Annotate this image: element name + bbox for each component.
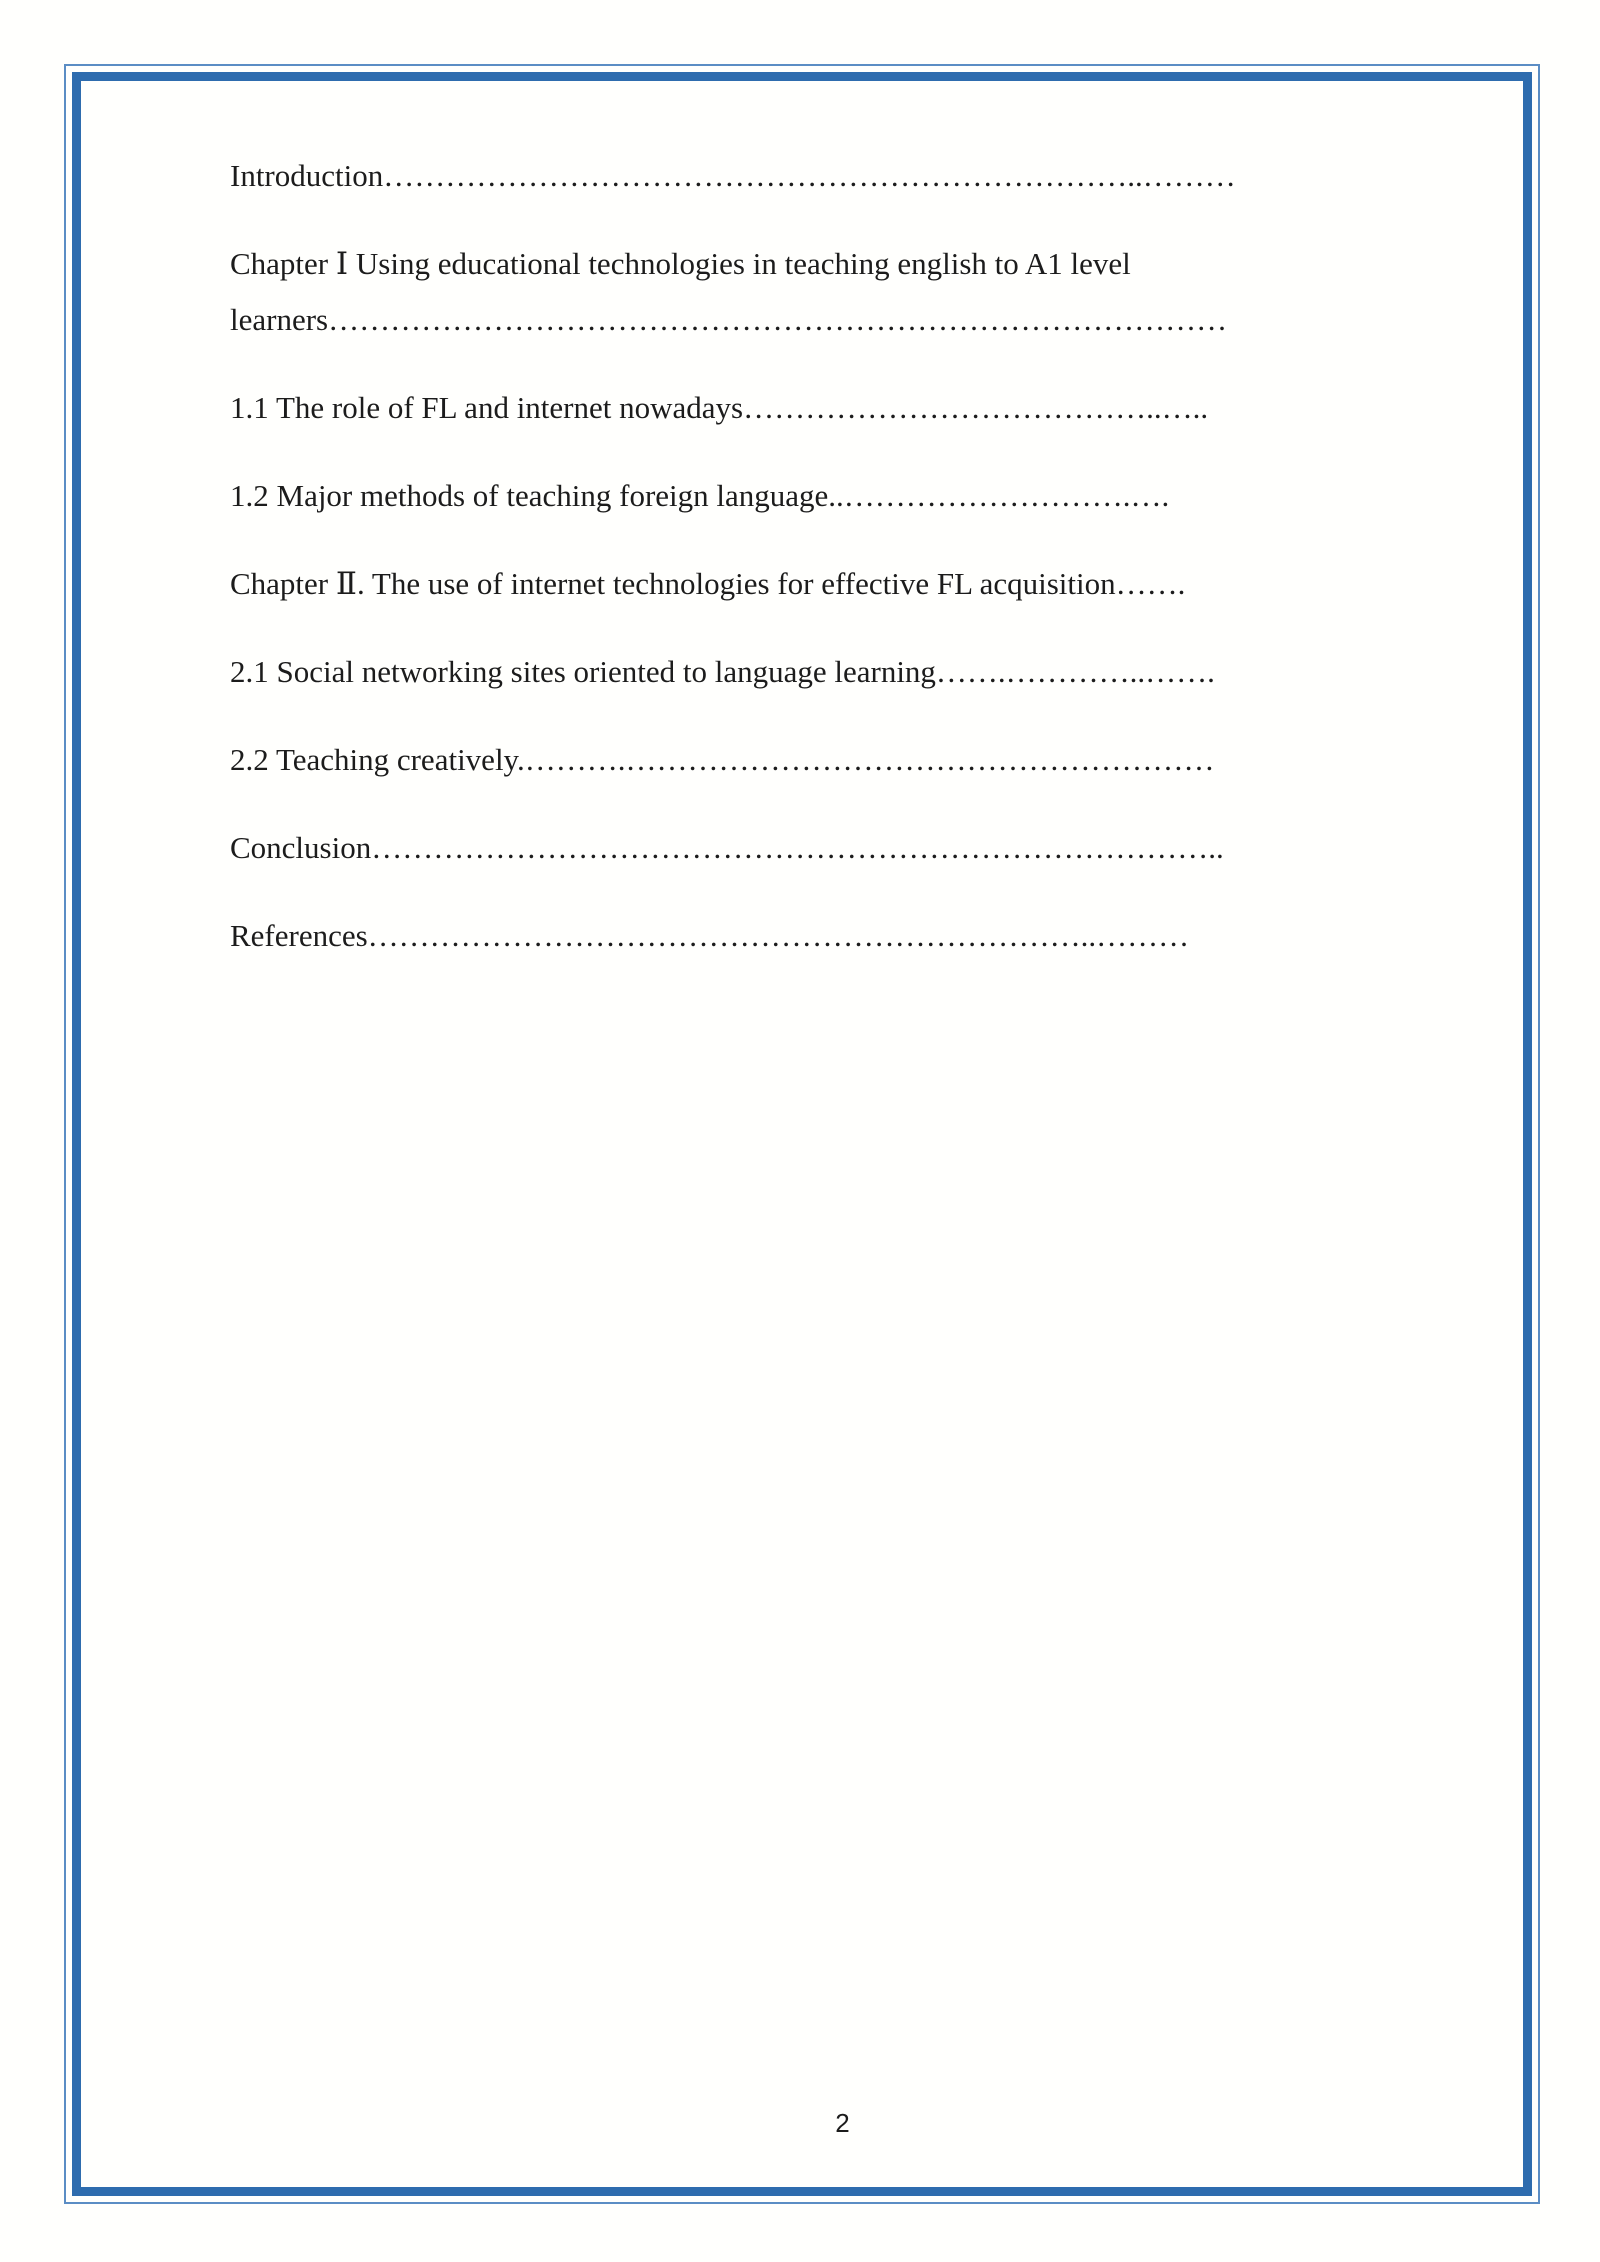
toc-entry-section-2-1: 2.1 Social networking sites oriented to language learning…….…………..……. [230, 654, 1215, 689]
toc-entry-chapter-1-line-1: Chapter Ⅰ Using educational technologies in teaching english to A1 level [230, 246, 1131, 281]
toc-entry-references: References……………………………………………………………..……… [230, 918, 1190, 953]
toc-entry-chapter-1 [230, 236, 1360, 348]
page-number: 2 [835, 2108, 850, 2138]
toc-entry-introduction: Introduction………………………………………………………………..……… [230, 158, 1236, 193]
toc-entry-chapter-1-line-2: learners…………………………………………………………………………… [230, 302, 1228, 337]
toc-entry-chapter-2: Chapter Ⅱ. The use of internet technologies for effective FL acquisition……. [230, 566, 1186, 601]
toc-entry-section-2-2: 2.2 Teaching creatively.……….………………………………………………… [230, 742, 1215, 777]
toc-entry-section-1-1: 1.1 The role of FL and internet nowadays…………………………………..….. [230, 390, 1209, 425]
toc-entry-conclusion: Conclusion……………………………………………………………………….. [230, 830, 1224, 865]
toc-entry-section-1-2: 1.2 Major methods of teaching foreign language..……………………….…. [230, 478, 1170, 513]
table-of-contents [230, 148, 1360, 964]
